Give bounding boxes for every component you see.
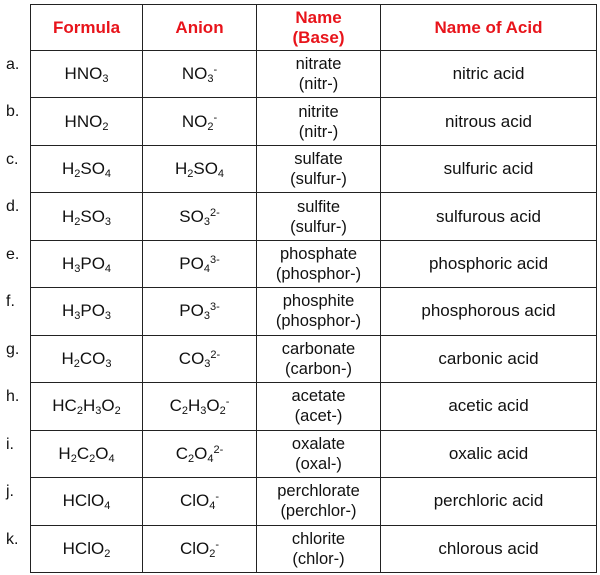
anion-cell (143, 240, 257, 287)
base-name: nitrite (298, 102, 339, 121)
subscript: 3 (204, 357, 211, 370)
base-stem: (nitr-) (298, 75, 339, 94)
subscript: 3 (104, 215, 112, 228)
acid-name-cell: phosphoric acid (381, 240, 597, 287)
formula-cell (31, 478, 143, 525)
formula-cell (31, 383, 143, 430)
base-name: phosphite (282, 292, 355, 311)
table-row (31, 478, 597, 525)
header-name-line2: (Base) (292, 27, 345, 47)
anion-cell (143, 478, 257, 525)
formula-text: C (76, 443, 90, 463)
base-name: sulfate (294, 150, 343, 169)
formula-text: C (169, 396, 182, 416)
subscript: 4 (203, 263, 210, 276)
formula-text: O (95, 443, 109, 463)
formula-text: C (175, 443, 188, 463)
formula-text: HClO (62, 491, 105, 511)
subscript: 2 (188, 452, 195, 465)
acid-name-cell: oxalic acid (381, 430, 597, 477)
acid-name-cell: sulfuric acid (381, 145, 597, 192)
formula-text: PO (179, 301, 204, 321)
subscript: 3 (200, 405, 207, 418)
acid-name-cell: perchloric acid (381, 478, 597, 525)
name-base-cell (257, 335, 381, 382)
formula-cell (31, 335, 143, 382)
acid-name-cell: nitrous acid (381, 98, 597, 145)
formula-cell (31, 98, 143, 145)
anion-cell (143, 51, 257, 98)
row-letter: k. (6, 530, 19, 548)
subscript: 2 (89, 452, 96, 465)
formula-text: H (174, 159, 188, 179)
anion-cell (143, 145, 257, 192)
formula-text: PO (80, 254, 105, 274)
formula-text: SO (193, 159, 218, 179)
anion-cell (143, 335, 257, 382)
superscript: 2- (209, 206, 220, 219)
subscript: 4 (104, 500, 111, 513)
superscript: - (225, 396, 230, 409)
header-name-base (257, 5, 381, 51)
base-stem: (nitr-) (298, 122, 339, 141)
superscript: - (213, 64, 218, 77)
formula-text: HC (52, 396, 77, 416)
row-letter: i. (6, 435, 14, 453)
subscript: 3 (203, 215, 210, 228)
formula-text: NO (181, 64, 208, 84)
base-stem: (chlor-) (292, 549, 345, 568)
base-stem: (phosphor-) (275, 312, 362, 331)
acid-name-cell: sulfurous acid (381, 193, 597, 240)
formula-text: SO (179, 206, 204, 226)
base-stem: (sulfur-) (290, 217, 347, 236)
formula-text: PO (80, 301, 105, 321)
base-name: sulfite (296, 197, 341, 216)
subscript: 4 (108, 452, 115, 465)
formula-text: SO (80, 159, 105, 179)
row-letter: b. (6, 103, 20, 121)
header-acid: Name of Acid (381, 5, 597, 51)
acid-naming-table (30, 4, 597, 573)
formula-text: H (82, 396, 96, 416)
table-row (31, 335, 597, 382)
formula-cell (31, 288, 143, 335)
table-row (31, 193, 597, 240)
formula-text: H (187, 396, 201, 416)
name-base-cell (257, 145, 381, 192)
table-row (31, 145, 597, 192)
formula-text: ClO (179, 538, 210, 558)
subscript: 3 (105, 357, 112, 370)
formula-text: H (61, 159, 75, 179)
formula-cell (31, 240, 143, 287)
subscript: 2 (114, 405, 121, 418)
superscript: - (215, 491, 220, 504)
superscript: 2- (213, 443, 224, 456)
subscript: 4 (209, 500, 216, 513)
name-base-cell (257, 98, 381, 145)
row-letter: e. (6, 245, 20, 263)
name-base-cell (257, 430, 381, 477)
name-base-cell (257, 193, 381, 240)
table-row (31, 51, 597, 98)
formula-text: H (61, 206, 75, 226)
subscript: 3 (95, 405, 102, 418)
anion-cell (143, 98, 257, 145)
formula-text: HClO (62, 538, 105, 558)
subscript: 3 (74, 263, 81, 276)
header-formula: Formula (31, 5, 143, 51)
formula-text: SO (80, 206, 105, 226)
acid-name-cell: acetic acid (381, 383, 597, 430)
base-name: chlorite (291, 529, 346, 548)
subscript: 2 (74, 215, 81, 228)
header-row (31, 5, 597, 51)
base-stem: (phosphor-) (275, 265, 362, 284)
base-stem: (oxal-) (295, 454, 342, 473)
row-letter: f. (6, 293, 15, 311)
subscript: 3 (207, 73, 214, 86)
table-row (31, 430, 597, 477)
name-base-cell (257, 525, 381, 572)
formula-text: CO (178, 348, 205, 368)
formula-text: H (61, 301, 75, 321)
subscript: 2 (209, 547, 216, 560)
anion-cell (143, 193, 257, 240)
subscript: 4 (104, 168, 112, 181)
table-body (31, 51, 597, 573)
formula-cell (31, 51, 143, 98)
subscript: 2 (207, 120, 214, 133)
base-name: nitrate (295, 55, 342, 74)
name-base-cell (257, 383, 381, 430)
anion-cell (143, 383, 257, 430)
subscript: 3 (104, 310, 112, 323)
subscript: 2 (187, 168, 194, 181)
subscript: 2 (219, 405, 226, 418)
formula-cell (31, 145, 143, 192)
formula-text: HNO (64, 111, 103, 131)
superscript: 2- (210, 348, 221, 361)
row-letter: h. (6, 388, 20, 406)
base-name: carbonate (281, 339, 356, 358)
formula-text: HNO (64, 64, 103, 84)
row-letter: g. (6, 340, 20, 358)
formula-text: O (101, 396, 115, 416)
acid-name-cell: carbonic acid (381, 335, 597, 382)
row-letter: d. (6, 198, 20, 216)
base-stem: (acet-) (294, 407, 343, 426)
base-name: phosphate (279, 245, 358, 264)
superscript: 3- (209, 301, 220, 314)
formula-text: H (61, 348, 74, 368)
row-letter: c. (6, 150, 19, 168)
subscript: 2 (102, 120, 109, 133)
base-stem: (perchlor-) (280, 502, 357, 521)
base-name: oxalate (291, 434, 346, 453)
subscript: 2 (181, 405, 188, 418)
base-stem: (sulfur-) (290, 170, 347, 189)
subscript: 2 (104, 547, 111, 560)
subscript: 3 (203, 310, 210, 323)
formula-text: CO (79, 348, 106, 368)
name-base-cell (257, 288, 381, 335)
row-letters (0, 0, 30, 575)
formula-text: NO (181, 111, 208, 131)
subscript: 2 (73, 357, 80, 370)
subscript: 2 (76, 405, 83, 418)
formula-cell (31, 430, 143, 477)
header-name-line1: Name (295, 7, 342, 27)
table-row (31, 383, 597, 430)
base-name: acetate (291, 387, 346, 406)
table-row (31, 525, 597, 572)
subscript: 4 (207, 452, 214, 465)
subscript: 3 (74, 310, 81, 323)
formula-text: H (61, 254, 75, 274)
table-row (31, 240, 597, 287)
table-row (31, 288, 597, 335)
formula-text: H (58, 443, 71, 463)
name-base-cell (257, 478, 381, 525)
anion-cell (143, 288, 257, 335)
table-row (31, 98, 597, 145)
subscript: 4 (104, 263, 112, 276)
formula-text: O (194, 443, 208, 463)
formula-text: O (206, 396, 220, 416)
acid-name-cell: nitric acid (381, 51, 597, 98)
subscript: 2 (74, 168, 81, 181)
anion-cell (143, 430, 257, 477)
subscript: 4 (217, 168, 225, 181)
base-name: perchlorate (277, 482, 360, 501)
superscript: 3- (209, 254, 220, 267)
row-letter: j. (6, 483, 14, 501)
subscript: 3 (102, 73, 109, 86)
acid-name-cell: phosphorous acid (381, 288, 597, 335)
superscript: - (213, 111, 218, 124)
formula-text: ClO (179, 491, 210, 511)
formula-cell (31, 525, 143, 572)
name-base-cell (257, 240, 381, 287)
anion-cell (143, 525, 257, 572)
name-base-cell (257, 51, 381, 98)
formula-cell (31, 193, 143, 240)
formula-text: PO (179, 254, 204, 274)
row-letter: a. (6, 56, 20, 73)
superscript: - (215, 538, 220, 551)
subscript: 2 (70, 452, 77, 465)
header-anion: Anion (143, 5, 257, 51)
base-stem: (carbon-) (285, 359, 352, 378)
acid-name-cell: chlorous acid (381, 525, 597, 572)
